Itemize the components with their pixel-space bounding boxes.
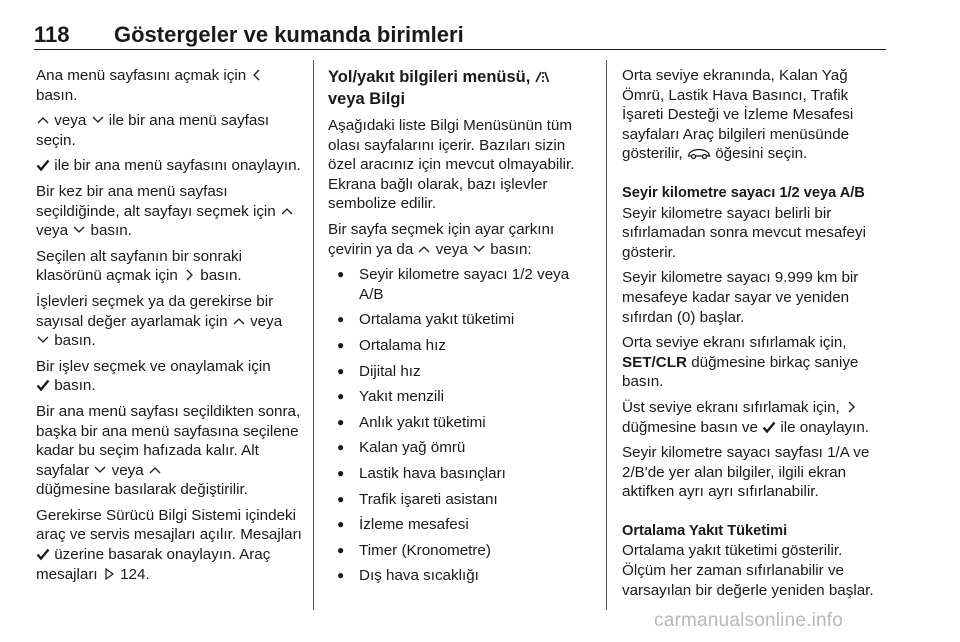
page-header: [34, 22, 886, 52]
checkmark-icon: [36, 547, 50, 561]
list-item: ● Yakıt menzili: [328, 387, 594, 407]
paragraph: Bir işlev seçmek ve onaylamak için basın.: [36, 357, 271, 395]
paragraph: Orta seviye ekranı sıfırlamak için, SET/CLR düğmesine birkaç saniye basın.: [622, 334, 859, 391]
column-1: [36, 66, 304, 590]
paragraph: ile bir ana menü sayfasını onaylayın.: [36, 156, 304, 176]
paragraph: Seyir kilometre sayacı 9.999 km bir mesafeye kadar sayar ve yeniden sıfırdan (0) başlar.: [622, 269, 859, 326]
trip-fuel-icon: [535, 70, 549, 84]
list-item: ● Ortalama yakıt tüketimi: [328, 310, 594, 330]
list-item: ● Ortalama hız: [328, 336, 594, 356]
list-item: ● Seyir kilometre sayacı 1/2 veya A/B: [328, 265, 594, 304]
list-item: ● Lastik hava basınçları: [328, 464, 594, 484]
paragraph: Aşağıdaki liste Bilgi Menüsünün tüm olası sayfalarını içerir. Bazıları sizin özel aracınız için mevcut olmayabilir. Ekrana bağlı olarak, bazı işlevler sembolize edilir.: [328, 117, 575, 213]
chevron-up-icon: [232, 314, 246, 328]
header-divider: [34, 49, 886, 50]
section-heading: Ortalama Yakıt Tüketimi: [622, 522, 788, 539]
paragraph: Seçilen alt sayfanın bir sonraki klasörünü açmak için basın.: [36, 247, 242, 285]
chevron-up-icon: [148, 463, 162, 477]
checkmark-icon: [36, 378, 50, 392]
section-heading: Yol/yakıt bilgileri menüsü, veya Bilgi: [328, 66, 594, 110]
page-reference-icon: [102, 567, 116, 581]
paragraph: veya ile bir ana menü sayfası seçin.: [36, 112, 270, 149]
chevron-down-icon: [93, 463, 107, 477]
list-item: ● Dijital hız: [328, 362, 594, 382]
car-icon: [687, 146, 711, 160]
checkmark-icon: [762, 420, 776, 434]
paragraph: Ortalama yakıt tüketimi gösterilir. Ölçüm her zaman sıfırlanabilir ve varsayılan bir değerle yeniden başlar.: [622, 542, 874, 599]
chevron-down-icon: [72, 223, 86, 237]
paragraph: Gerekirse Sürücü Bilgi Sistemi içindeki araç ve servis mesajları açılır. Mesajları üzerine basarak onaylayın. Araç mesajları 124.: [36, 506, 302, 583]
chevron-up-icon: [417, 242, 431, 256]
list-item: ● Dış hava sıcaklığı: [328, 566, 594, 586]
chevron-right-icon: [182, 268, 196, 282]
info-page-list: [328, 265, 594, 586]
list-item: ● Timer (Kronometre): [328, 541, 594, 561]
chevron-left-icon: [250, 68, 264, 82]
page-number: 118: [34, 22, 70, 47]
list-item: ● Trafik işareti asistanı: [328, 490, 594, 510]
chevron-down-icon: [91, 113, 105, 127]
list-item: ● Kalan yağ ömrü: [328, 438, 594, 458]
paragraph: İşlevleri seçmek ya da gerekirse bir sayısal değer ayarlamak için veya basın.: [36, 292, 283, 350]
paragraph: Seyir kilometre sayacı belirli bir sıfırlamadan sonra mevcut mesafeyi gösterir.: [622, 204, 866, 261]
watermark: carmanualsonline.info: [654, 610, 844, 631]
checkmark-icon: [36, 158, 50, 172]
section-heading: Seyir kilometre sayacı 1/2 veya A/B: [622, 184, 865, 201]
column-divider-1: [313, 60, 314, 610]
set-clr-button-label: SET/CLR: [622, 353, 687, 371]
chevron-up-icon: [36, 113, 50, 127]
chevron-down-icon: [472, 242, 486, 256]
list-item: ● İzleme mesafesi: [328, 515, 594, 535]
paragraph: Bir kez bir ana menü sayfası seçildiğinde, alt sayfayı seçmek için veya basın.: [36, 182, 304, 241]
chevron-up-icon: [280, 204, 294, 218]
chevron-down-icon: [36, 333, 50, 347]
paragraph: Orta seviye ekranında, Kalan Yağ Ömrü, Lastik Hava Basıncı, Trafik İşareti Desteği ve İzleme Mesafesi sayfaları Araç bilgileri menüsünde gösterilir, öğesini seçin.: [622, 67, 854, 163]
paragraph: Ana menü sayfasını açmak için basın.: [36, 66, 304, 105]
chevron-right-icon: [844, 400, 858, 414]
paragraph: Seyir kilometre sayacı sayfası 1/A ve 2/B'de yer alan bilgiler, ilgili ekran aktifken ayrı ayrı sıfırlanabilir.: [622, 444, 870, 501]
column-divider-2: [606, 60, 607, 610]
paragraph: Bir sayfa seçmek için ayar çarkını çevirin ya da veya basın:: [328, 220, 555, 258]
column-3: [622, 66, 890, 606]
list-item: ● Anlık yakıt tüketimi: [328, 413, 594, 433]
paragraph: Bir ana menü sayfası seçildikten sonra, başka bir ana menü sayfasına seçilene kadar bu seçim hafızada kalır. Alt sayfalar veya düğmesine basılarak değiştirilir.: [36, 402, 301, 499]
paragraph: Üst seviye ekranı sıfırlamak için, düğmesine basın ve ile onaylayın.: [622, 398, 870, 436]
column-2: [328, 66, 594, 592]
page-title: Göstergeler ve kumanda birimleri: [114, 22, 464, 47]
